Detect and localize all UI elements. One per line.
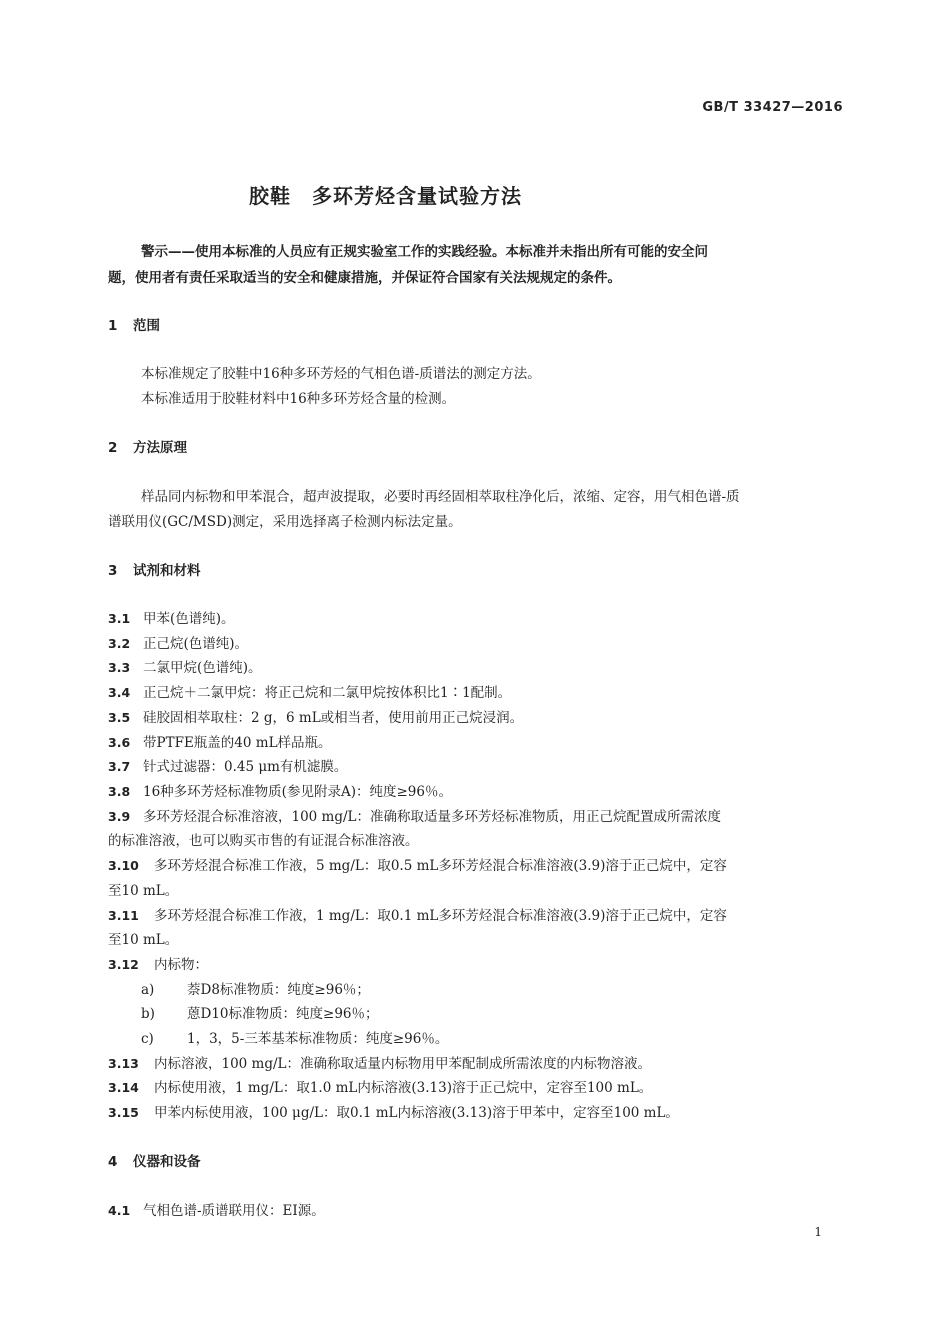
sub-item-a: a) 萘D8标准物质：纯度≥96％； xyxy=(141,982,370,998)
item-3-11-continuation: 至10 mL。 xyxy=(108,932,179,948)
section-2-paragraph-line-1: 样品同内标物和甲苯混合，超声波提取，必要时再经固相萃取柱净化后，浓缩、定容，用气相色谱-质 xyxy=(141,489,740,505)
item-3-5: 3.5 硅胶固相萃取柱：2 g，6 mL或相当者，使用前用正己烷浸润。 xyxy=(108,710,524,726)
item-3-14: 3.14 内标使用液，1 mg/L：取1.0 mL内标溶液(3.13)溶于正己烷中，定容至100 mL。 xyxy=(108,1080,653,1096)
section-number: 1 xyxy=(108,318,118,334)
item-3-9: 3.9 多环芳烃混合标准溶液，100 mg/L：准确称取适量多环芳烃标准物质，用正己烷配置成所需浓度 xyxy=(108,809,722,825)
section-number: 4 xyxy=(108,1154,118,1170)
page-number: 1 xyxy=(814,1225,822,1239)
standard-number: GB/T 33427—2016 xyxy=(702,100,843,115)
item-3-7: 3.7 针式过滤器：0.45 μm有机滤膜。 xyxy=(108,759,348,775)
section-title: 方法原理 xyxy=(133,440,187,456)
document-title: 胶鞋 多环芳烃含量试验方法 xyxy=(249,184,522,208)
item-3-1: 3.1 甲苯(色谱纯)。 xyxy=(108,611,235,627)
warning-line-1: 警示——使用本标准的人员应有正规实验室工作的实践经验。本标准并未指出所有可能的安全问 xyxy=(141,244,708,260)
section-1-heading xyxy=(108,314,160,334)
sub-item-c: c) 1，3，5-三苯基苯标准物质：纯度≥96％。 xyxy=(141,1031,449,1047)
item-3-13: 3.13 内标溶液，100 mg/L：准确称取适量内标物用甲苯配制成所需浓度的内标物溶液。 xyxy=(108,1056,652,1072)
item-3-3: 3.3 二氯甲烷(色谱纯)。 xyxy=(108,660,262,676)
item-3-9-continuation: 的标准溶液，也可以购买市售的有证混合标准溶液。 xyxy=(108,833,419,849)
item-3-4: 3.4 正己烷＋二氯甲烷：将正己烷和二氯甲烷按体积比1∶1配制。 xyxy=(108,685,512,701)
section-number: 3 xyxy=(108,563,118,579)
section-title: 范围 xyxy=(133,318,160,334)
section-title: 仪器和设备 xyxy=(133,1154,201,1170)
item-3-10: 3.10 多环芳烃混合标准工作液，5 mg/L：取0.5 mL多环芳烃混合标准溶液(3.9)溶于正己烷中，定容 xyxy=(108,858,727,874)
section-4-heading xyxy=(108,1150,201,1170)
section-1-paragraph-2: 本标准适用于胶鞋材料中16种多环芳烃含量的检测。 xyxy=(141,391,456,407)
section-3-heading xyxy=(108,559,201,579)
section-1-paragraph-1: 本标准规定了胶鞋中16种多环芳烃的气相色谱-质谱法的测定方法。 xyxy=(141,366,541,382)
section-title: 试剂和材料 xyxy=(133,563,201,579)
item-3-2: 3.2 正己烷(色谱纯)。 xyxy=(108,636,249,652)
item-3-12: 3.12 内标物： xyxy=(108,957,208,973)
sub-item-b: b) 蒽D10标准物质：纯度≥96％； xyxy=(141,1006,379,1022)
section-2-heading xyxy=(108,436,187,456)
item-3-8: 3.8 16种多环芳烃标准物质(参见附录A)：纯度≥96％。 xyxy=(108,784,452,800)
item-4-1: 4.1 气相色谱-质谱联用仪：EI源。 xyxy=(108,1203,325,1219)
item-3-6: 3.6 带PTFE瓶盖的40 mL样品瓶。 xyxy=(108,735,332,751)
warning-line-2: 题，使用者有责任采取适当的安全和健康措施，并保证符合国家有关法规规定的条件。 xyxy=(108,270,621,286)
item-3-11: 3.11 多环芳烃混合标准工作液，1 mg/L：取0.1 mL多环芳烃混合标准溶液(3.9)溶于正己烷中，定容 xyxy=(108,908,727,924)
section-number: 2 xyxy=(108,440,118,456)
section-2-paragraph-line-2: 谱联用仪(GC/MSD)测定，采用选择离子检测内标法定量。 xyxy=(108,514,462,530)
item-3-10-continuation: 至10 mL。 xyxy=(108,883,179,899)
item-3-15: 3.15 甲苯内标使用液，100 μg/L：取0.1 mL内标溶液(3.13)溶于甲苯中，定容至100 mL。 xyxy=(108,1105,679,1121)
